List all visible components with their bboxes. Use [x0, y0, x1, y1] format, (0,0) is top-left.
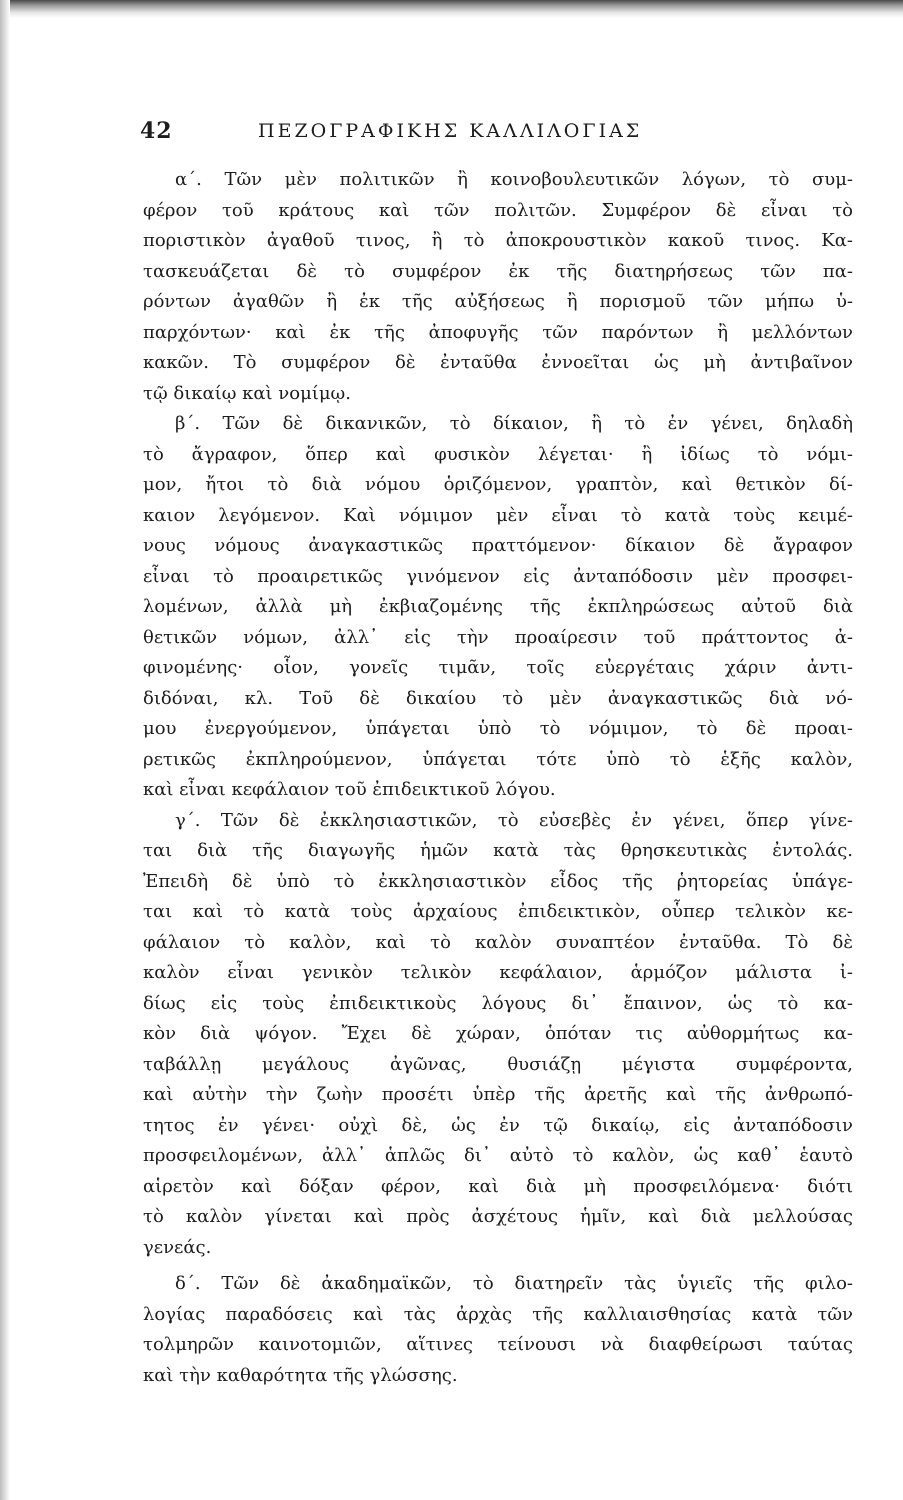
text-line: καὶ αὐτὴν τὴν ζωὴν προσέτι ὑπὲρ τῆς ἀρετῆς καὶ τῆς ἀνθρωπό-	[143, 1084, 853, 1105]
text-line: λομένων, ἀλλὰ μὴ ἐκβιαζομένης τῆς ἐκπληρώσεως αὐτοῦ διὰ	[143, 596, 853, 617]
text-line: ρόντων ἀγαθῶν ἢ ἐκ τῆς αὐξήσεως ἢ πορισμοῦ τῶν μήπω ὑ-	[143, 291, 853, 312]
text-line: β΄. Τῶν δὲ δικανικῶν, τὸ δίκαιον, ἢ τὸ ἐν γένει, δηλαδὴ	[175, 413, 853, 434]
scan-left-edge	[0, 0, 10, 1500]
text-line: τὸ καλὸν γίνεται καὶ πρὸς ἀσχέτους ἡμῖν, καὶ διὰ μελλούσας	[143, 1206, 853, 1227]
text-line: τῷ δικαίῳ καὶ νομίμῳ.	[143, 382, 351, 404]
text-line: ται καὶ τὸ κατὰ τοὺς ἀρχαίους ἐπιδεικτικὸν, οὗπερ τελικὸν κε-	[143, 901, 853, 922]
text-line: τασκευάζεται δὲ τὸ συμφέρον ἐκ τῆς διατηρήσεως τῶν πα-	[143, 260, 853, 282]
text-line: τὸ ἄγραφον, ὅπερ καὶ φυσικὸν λέγεται· ἢ ἰδίως τὸ νόμι-	[143, 443, 853, 465]
page-number: 42	[140, 118, 173, 144]
text-line: κακῶν. Τὸ συμφέρον δὲ ἐνταῦθα ἐννοεῖται ὡς μὴ ἀντιβαῖνον	[143, 352, 853, 373]
running-title: ΠΕΖΟΓΡΑΦΙΚΗΣ ΚΑΛΛΙΛΟΓΙΑΣ	[258, 120, 643, 142]
text-line: καλὸν εἶναι γενικὸν τελικὸν κεφάλαιον, ἁρμόζον μάλιστα ἰ-	[143, 962, 853, 983]
text-line: λογίας παραδόσεις καὶ τὰς ἀρχὰς τῆς καλλιαισθησίας κατὰ τῶν	[143, 1303, 853, 1325]
text-line: τητος ἐν γένει· οὐχὶ δὲ, ὡς ἐν τῷ δικαίῳ, εἰς ἀνταπόδοσιν	[143, 1114, 853, 1136]
text-line: διδόναι, κλ. Τοῦ δὲ δικαίου τὸ μὲν ἀναγκαστικῶς διὰ νό-	[143, 687, 853, 709]
text-line: ται διὰ τῆς διαγωγῆς ἡμῶν κατὰ τὰς θρησκευτικὰς ἐντολάς.	[143, 840, 853, 861]
text-line: καὶ εἶναι κεφάλαιον τοῦ ἐπιδεικτικοῦ λόγου.	[143, 779, 556, 800]
text-line: δίως εἰς τοὺς ἐπιδεικτικοὺς λόγους δι᾽ ἔπαινον, ὡς τὸ κα-	[143, 992, 853, 1014]
text-line: Ἐπειδὴ δὲ ὑπὸ τὸ ἐκκλησιαστικὸν εἶδος τῆς ῥητορείας ὑπάγε-	[143, 870, 853, 892]
text-line: ρετικῶς ἐκπληρούμενον, ὑπάγεται τότε ὑπὸ τὸ ἑξῆς καλὸν,	[143, 748, 853, 770]
text-line: καιον λεγόμενον. Καὶ νόμιμον μὲν εἶναι τὸ κατὰ τοὺς κειμέ-	[143, 504, 853, 526]
text-line: ταβάλλῃ μεγάλους ἀγῶνας, θυσιάζῃ μέγιστα συμφέροντα,	[143, 1053, 853, 1075]
text-line: εἶναι τὸ προαιρετικῶς γινόμενον εἰς ἀνταπόδοσιν μὲν προσφει-	[143, 565, 853, 587]
text-line: προσφειλομένων, ἀλλ᾽ ἁπλῶς δι᾽ αὐτὸ τὸ καλὸν, ὡς καθ᾽ ἑαυτὸ	[143, 1145, 853, 1166]
text-line: αἱρετὸν καὶ δόξαν φέρον, καὶ διὰ μὴ προσφειλόμενα· διότι	[143, 1175, 853, 1197]
body-text	[143, 165, 853, 1391]
text-line: παρχόντων· καὶ ἐκ τῆς ἀποφυγῆς τῶν παρόντων ἢ μελλόντων	[143, 321, 853, 343]
text-line: φέρον τοῦ κράτους καὶ τῶν πολιτῶν. Συμφέρον δὲ εἶναι τὸ	[143, 199, 853, 221]
text-line: δ΄. Τῶν δὲ ἀκαδημαϊκῶν, τὸ διατηρεῖν τὰς ὑγιεῖς τῆς φιλο-	[175, 1273, 853, 1294]
text-line: κὸν διὰ ψόγον. Ἔχει δὲ χώραν, ὁπόταν τις αὐθορμήτως κα-	[143, 1023, 853, 1044]
text-line: τολμηρῶν καινοτομιῶν, αἵτινες τείνουσι νὰ διαφθείρωσι ταύτας	[143, 1334, 853, 1355]
text-line: μον, ἤτοι τὸ διὰ νόμου ὁριζόμενον, γραπτὸν, καὶ θετικὸν δί-	[143, 474, 853, 495]
text-line: νους νόμους ἀναγκαστικῶς πραττόμενον· δίκαιον δὲ ἄγραφον	[143, 535, 853, 556]
text-line: θετικῶν νόμων, ἀλλ᾽ εἰς τὴν προαίρεσιν τοῦ πράττοντος ἀ-	[143, 626, 853, 648]
text-line: φάλαιον τὸ καλὸν, καὶ τὸ καλὸν συναπτέον ἐνταῦθα. Τὸ δὲ	[143, 931, 853, 953]
text-line: ποριστικὸν ἀγαθοῦ τινος, ἢ τὸ ἀποκρουστικὸν κακοῦ τινος. Κα-	[143, 230, 853, 251]
scan-top-edge	[0, 0, 903, 18]
text-line: καὶ τὴν καθαρότητα τῆς γλώσσης.	[143, 1364, 458, 1386]
text-line: γενεάς.	[143, 1236, 212, 1258]
running-head	[140, 118, 840, 148]
text-line: α΄. Τῶν μὲν πολιτικῶν ἢ κοινοβουλευτικῶν λόγων, τὸ συμ-	[175, 169, 853, 190]
text-line: φινομένης· οἷον, γονεῖς τιμᾶν, τοῖς εὐεργέταις χάριν ἀντι-	[143, 657, 853, 678]
text-line: μου ἐνεργούμενον, ὑπάγεται ὑπὸ τὸ νόμιμον, τὸ δὲ προαι-	[143, 718, 853, 739]
text-line: γ΄. Τῶν δὲ ἐκκλησιαστικῶν, τὸ εὐσεβὲς ἐν γένει, ὅπερ γίνε-	[175, 809, 853, 831]
